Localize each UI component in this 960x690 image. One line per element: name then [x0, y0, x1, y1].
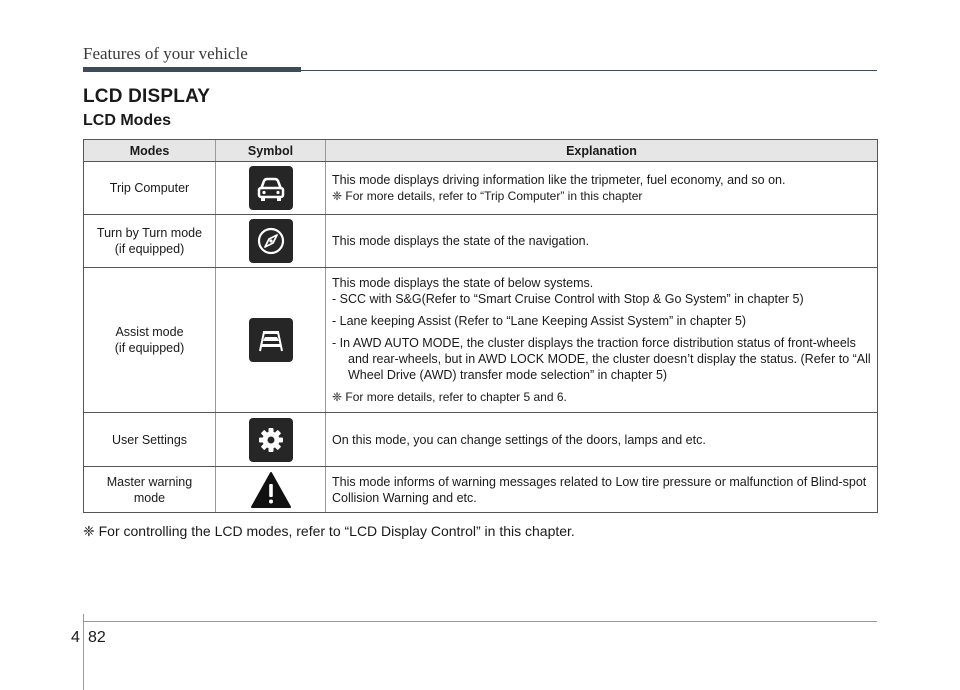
- gear-icon: [249, 418, 293, 462]
- explanation-cell: [326, 467, 878, 513]
- chapter-number: 4: [71, 629, 80, 646]
- car-icon: [249, 166, 293, 210]
- column-header-modes: Modes: [84, 140, 216, 162]
- mode-name: Assist mode: [115, 325, 184, 339]
- mode-cell: [84, 413, 216, 467]
- mode-name: User Settings: [111, 432, 188, 447]
- column-header-explanation: Explanation: [326, 140, 878, 162]
- footer-rule-horizontal: [83, 621, 877, 622]
- page-number: 82: [88, 629, 106, 646]
- table-row-trip-computer: [84, 162, 878, 215]
- warning-icon: [249, 470, 293, 510]
- table-row-assist-mode: [84, 268, 878, 413]
- explanation-cell: [326, 413, 878, 467]
- footer-rule-vertical: [83, 614, 84, 690]
- mode-cell: [84, 268, 216, 413]
- explanation-intro: This mode displays the state of below systems.: [332, 276, 594, 290]
- section-title: LCD DISPLAY: [83, 86, 211, 107]
- footnote: ❈ For controlling the LCD modes, refer to “LCD Display Control” in this chapter.: [83, 523, 575, 539]
- mode-cell: [84, 162, 216, 215]
- header-rule-thick: [83, 67, 301, 72]
- explanation-text: This mode displays driving information like the tripmeter, fuel economy, and so on.: [332, 173, 786, 187]
- mode-name: Trip Computer: [109, 181, 190, 195]
- explanation-text: This mode informs of warning messages related to Low tire pressure or malfunction of Blind-spot Collision Warning and etc.: [332, 474, 867, 505]
- table-row-master-warning: [84, 467, 878, 513]
- table-row-user-settings: [84, 413, 878, 467]
- explanation-text: On this mode, you can change settings of the doors, lamps and etc.: [332, 432, 706, 447]
- explanation-note: ❈ For more details, refer to “Trip Computer” in this chapter: [332, 189, 643, 203]
- running-header-title: Features of your vehicle: [83, 44, 248, 63]
- mode-cell: [84, 467, 216, 513]
- explanation-bullet-awd: - In AWD AUTO MODE, the cluster displays the traction force distribution status of front-wheels and rear-wheels, but in AWD LOCK MODE, the cluster doesn’t display the status. (Refer to “All Wheel Drive (AWD) transfer mode selection” in chapter 5): [332, 336, 871, 382]
- symbol-cell: [216, 268, 326, 413]
- subsection-title: LCD Modes: [83, 112, 171, 129]
- table-row-turn-by-turn: [84, 215, 878, 268]
- header-rule-thin: [301, 70, 877, 71]
- explanation-cell: [326, 162, 878, 215]
- mode-name: Turn by Turn mode: [96, 226, 203, 240]
- lcd-modes-table: [83, 139, 878, 513]
- column-header-symbol: Symbol: [216, 140, 326, 162]
- mode-name: Master warning: [106, 474, 193, 489]
- compass-icon: [249, 219, 293, 263]
- mode-cell: [84, 215, 216, 268]
- mode-qualifier: (if equipped): [114, 242, 185, 256]
- explanation-cell: [326, 215, 878, 268]
- explanation-note: ❈ For more details, refer to chapter 5 and 6.: [332, 390, 567, 404]
- symbol-cell: [216, 215, 326, 268]
- explanation-text: This mode displays the state of the navigation.: [332, 234, 590, 248]
- lane-assist-icon: [249, 318, 293, 362]
- symbol-cell: [216, 162, 326, 215]
- mode-qualifier: (if equipped): [114, 341, 185, 355]
- explanation-bullet-scc: - SCC with S&G(Refer to “Smart Cruise Control with Stop & Go System” in chapter 5): [332, 292, 804, 306]
- symbol-cell: [216, 413, 326, 467]
- symbol-cell: [216, 467, 326, 513]
- explanation-bullet-lka: - Lane keeping Assist (Refer to “Lane Keeping Assist System” in chapter 5): [332, 314, 747, 328]
- table-header-row: [84, 140, 878, 162]
- explanation-cell: [326, 268, 878, 413]
- mode-name-continued: mode: [133, 490, 166, 505]
